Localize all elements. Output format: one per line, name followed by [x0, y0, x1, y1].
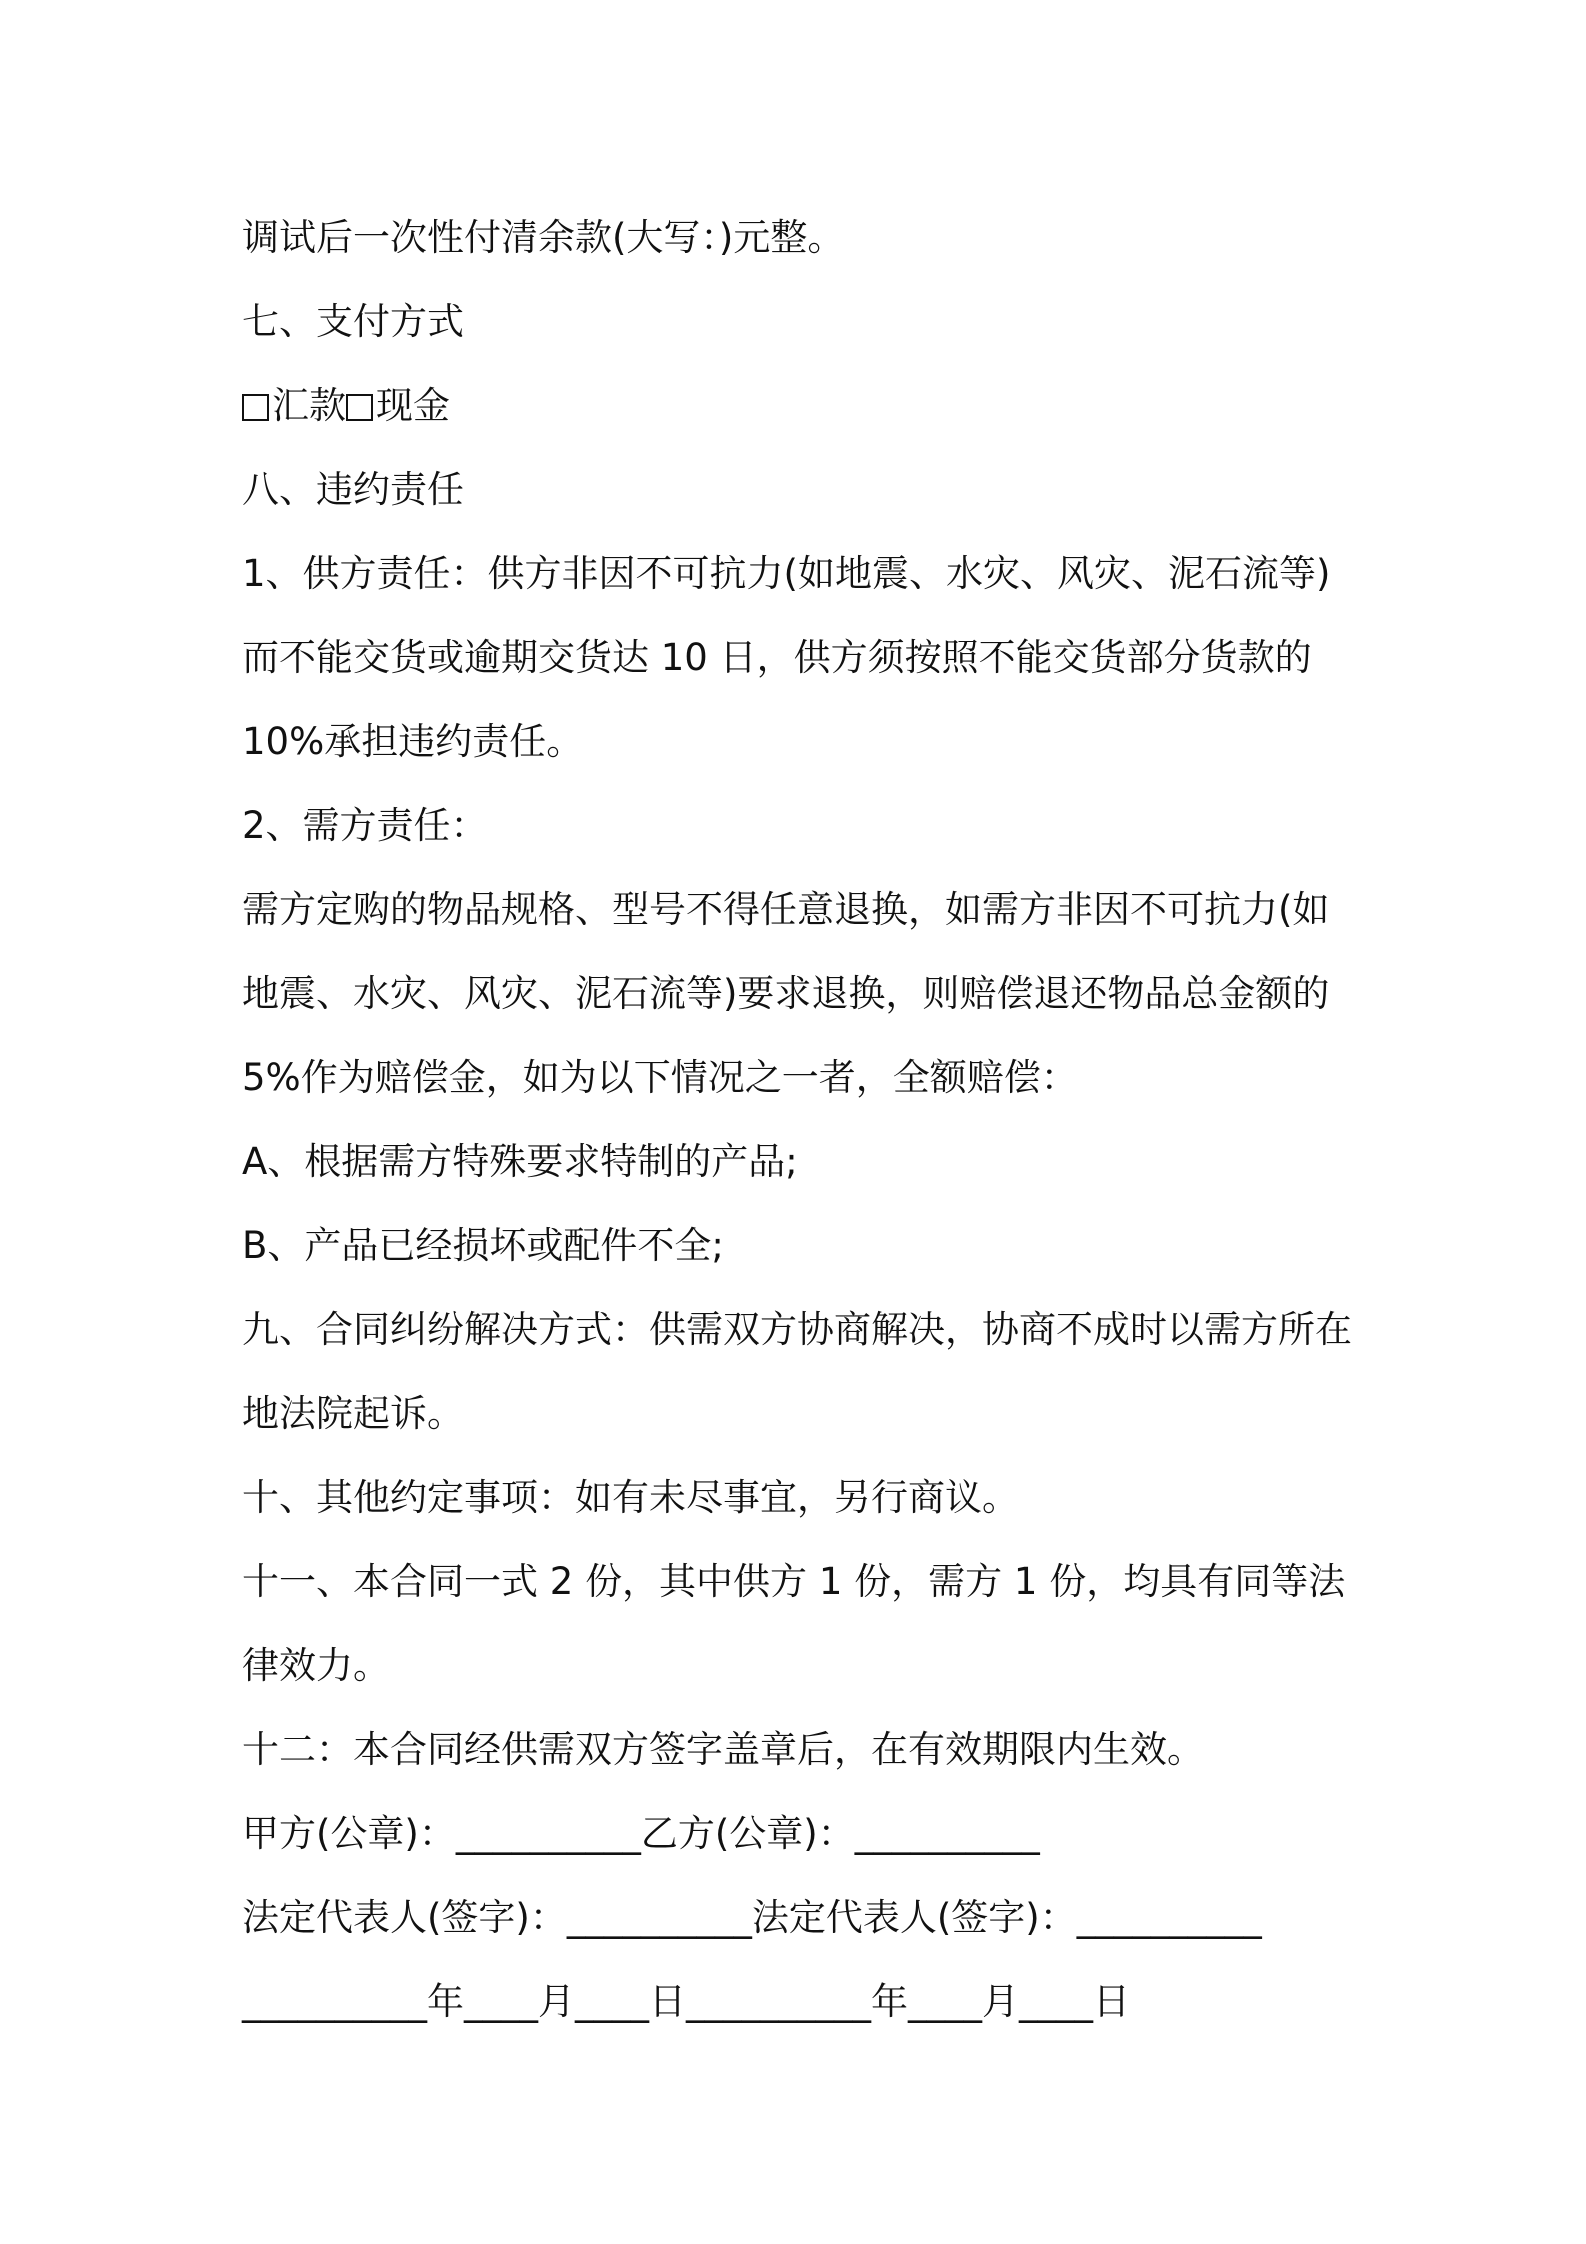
- section-heading-payment-method: 七、支付方式: [242, 300, 464, 343]
- text-line: 而不能交货或逾期交货达 10 日，供方须按照不能交货部分货款的: [242, 636, 1312, 679]
- payment-options: [242, 364, 1362, 448]
- text-line: 需方定购的物品规格、型号不得任意退换，如需方非因不可抗力(如: [242, 888, 1330, 931]
- text-line: 调试后一次性付清余款(大写：)元整。: [242, 216, 845, 259]
- text-line: A、根据需方特殊要求特制的产品;: [242, 1140, 798, 1183]
- section-heading-liability: 八、违约责任: [242, 468, 464, 511]
- payment-option-remittance: 汇款: [272, 384, 346, 427]
- signature-line-representative: 法定代表人(签字)：__________法定代表人(签字)：__________: [242, 1896, 1262, 1939]
- text-line: 九、合同纠纷解决方式：供需双方协商解决，协商不成时以需方所在: [242, 1308, 1352, 1351]
- text-line: 5%作为赔偿金，如为以下情况之一者，全额赔偿：: [242, 1056, 1078, 1099]
- text-line: 十一、本合同一式 2 份，其中供方 1 份，需方 1 份，均具有同等法: [242, 1560, 1346, 1603]
- checkbox-icon[interactable]: [346, 394, 373, 421]
- text-line: 1、供方责任：供方非因不可抗力(如地震、水灾、风灾、泥石流等): [242, 552, 1331, 595]
- text-line: 地法院起诉。: [242, 1392, 464, 1435]
- signature-line-seal: 甲方(公章)：__________乙方(公章)：__________: [242, 1812, 1040, 1855]
- text-line: B、产品已经损坏或配件不全;: [242, 1224, 724, 1267]
- text-line: 2、需方责任：: [242, 804, 488, 847]
- text-line: 十、其他约定事项：如有未尽事宜，另行商议。: [242, 1476, 1019, 1519]
- checkbox-icon[interactable]: [242, 394, 269, 421]
- payment-option-cash: 现金: [376, 384, 450, 427]
- text-line: 律效力。: [242, 1644, 390, 1687]
- text-line: 地震、水灾、风灾、泥石流等)要求退换，则赔偿退还物品总金额的: [242, 972, 1330, 1015]
- text-line: 十二：本合同经供需双方签字盖章后，在有效期限内生效。: [242, 1728, 1204, 1771]
- document-body: [242, 196, 1362, 2044]
- text-line: 10%承担违约责任。: [242, 720, 584, 763]
- signature-line-date: __________年____月____日__________年____月____日: [242, 1980, 1130, 2023]
